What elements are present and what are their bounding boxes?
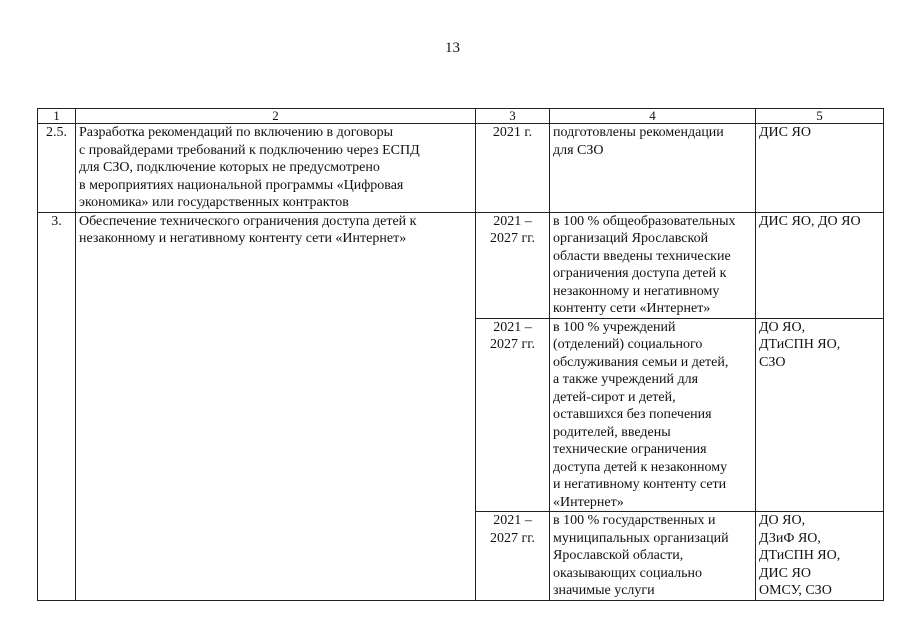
result-cell: в 100 % общеобразовательных организаций Ярославской области введены технические ограничения доступа детей к незаконному и негативному контенту сети «Интернет»	[550, 212, 756, 318]
table-row	[38, 212, 884, 318]
period-cell: 2021 г.	[476, 124, 550, 213]
period-cell: 2021 – 2027 гг.	[476, 212, 550, 318]
result-cell: в 100 % учреждений (отделений) социального обслуживания семьи и детей, а также учреждений для детей-сирот и детей, оставшихся без попечения родителей, введены технические ограничения доступа детей к незаконному и негативному контенту сети «Интернет»	[550, 318, 756, 512]
activity-cell: Разработка рекомендаций по включению в договоры с провайдерами требований к подключению через ЕСПД для СЗО, подключение которых не предусмотрено в мероприятиях национальной программы «Цифровая экономика» или государственных контрактов	[76, 124, 476, 213]
result-cell: в 100 % государственных и муниципальных организаций Ярославской области, оказывающих социально значимые услуги	[550, 512, 756, 601]
plan-table	[37, 108, 884, 601]
result-cell: подготовлены рекомендации для СЗО	[550, 124, 756, 213]
header-col-3: 3	[476, 109, 550, 124]
responsible-cell: ДИС ЯО	[756, 124, 884, 213]
row-number: 3.	[38, 212, 76, 600]
table-row	[38, 124, 884, 213]
table-header-row	[38, 109, 884, 124]
row-number: 2.5.	[38, 124, 76, 213]
responsible-cell: ДО ЯО, ДТиСПН ЯО, СЗО	[756, 318, 884, 512]
responsible-cell: ДО ЯО, ДЗиФ ЯО, ДТиСПН ЯО, ДИС ЯО ОМСУ, СЗО	[756, 512, 884, 601]
header-col-1: 1	[38, 109, 76, 124]
page-number: 13	[445, 40, 460, 56]
header-col-4: 4	[550, 109, 756, 124]
header-col-2: 2	[76, 109, 476, 124]
period-cell: 2021 – 2027 гг.	[476, 512, 550, 601]
header-col-5: 5	[756, 109, 884, 124]
responsible-cell: ДИС ЯО, ДО ЯО	[756, 212, 884, 318]
period-cell: 2021 – 2027 гг.	[476, 318, 550, 512]
activity-cell: Обеспечение технического ограничения доступа детей к незаконному и негативному контенту сети «Интернет»	[76, 212, 476, 600]
